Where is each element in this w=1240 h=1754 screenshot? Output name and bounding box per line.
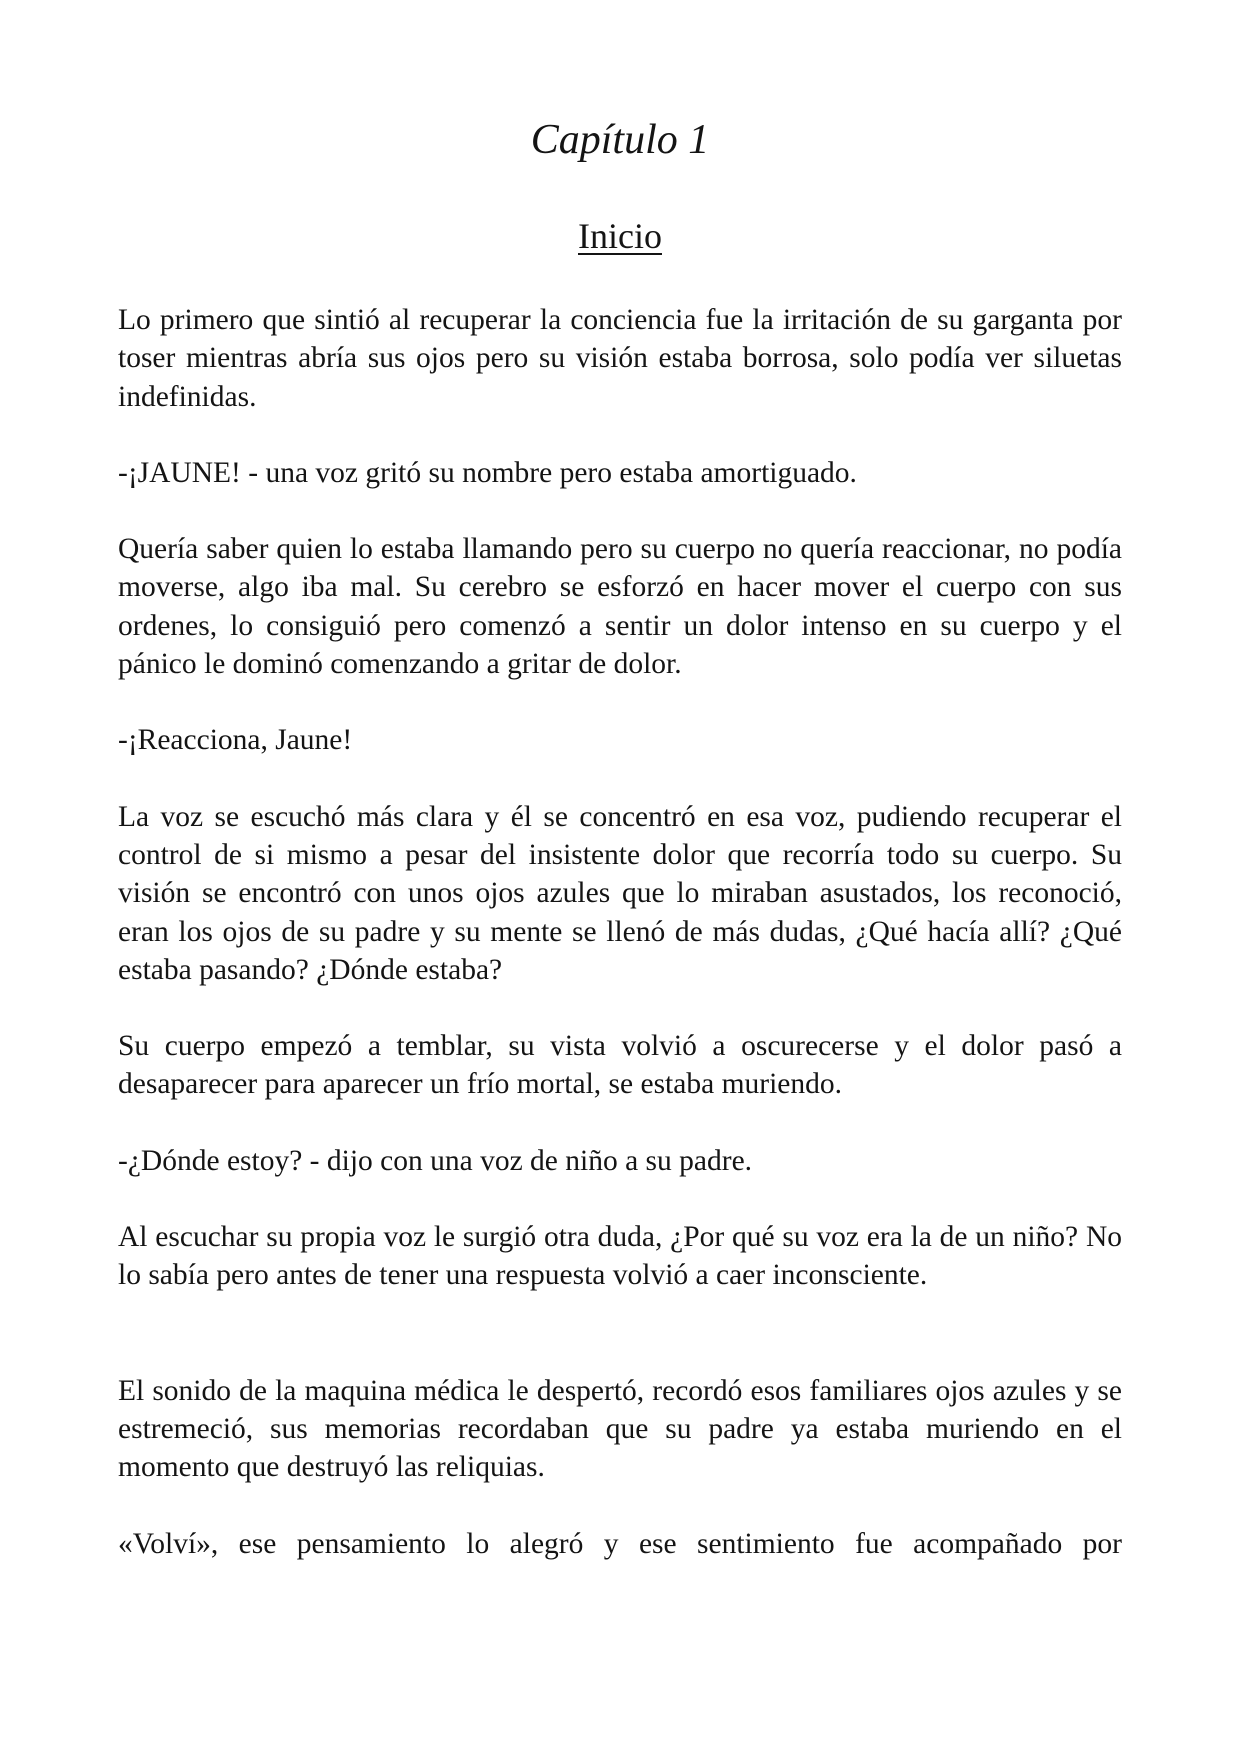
chapter-title: Capítulo 1 [530, 117, 710, 163]
paragraph: La voz se escuchó más clara y él se concentró en esa voz, pudiendo recuperar el control de si mismo a pesar del insistente dolor que recorría todo su cuerpo. Su visión se encontró con unos ojos azules que lo miraban asustados, los reconoció, eran los ojos de su padre y su mente se llenó de más dudas, ¿Qué hacía allí? ¿Qué estaba pasando? ¿Dónde estaba? [118, 800, 1122, 986]
body-text [118, 301, 1122, 1563]
section-title: Inicio [578, 216, 662, 256]
dialogue-line: -¿Dónde estoy? - dijo con una voz de niño a su padre. [118, 1144, 753, 1177]
paragraph: Su cuerpo empezó a temblar, su vista volvió a oscurecerse y el dolor pasó a desaparecer para aparecer un frío mortal, se estaba muriendo. [118, 1030, 1122, 1101]
dialogue-line: -¡JAUNE! - una voz gritó su nombre pero estaba amortiguado. [118, 456, 857, 489]
dialogue-line: -¡Reacciona, Jaune! [118, 724, 353, 757]
paragraph: Lo primero que sintió al recuperar la conciencia fue la irritación de su garganta por toser mientras abría sus ojos pero su visión estaba borrosa, solo podía ver siluetas indefinidas. [118, 304, 1122, 413]
paragraph: El sonido de la maquina médica le despertó, recordó esos familiares ojos azules y se estremeció, sus memorias recordaban que su padre ya estaba muriendo en el momento que destruyó las reliquias. [118, 1374, 1122, 1484]
paragraph: Al escuchar su propia voz le surgió otra duda, ¿Por qué su voz era la de un niño? No lo sabía pero antes de tener una respuesta volvió a caer inconsciente. [118, 1221, 1122, 1292]
paragraph: Quería saber quien lo estaba llamando pero su cuerpo no quería reaccionar, no podía moverse, algo iba mal. Su cerebro se esforzó en hacer mover el cuerpo con sus ordenes, lo consiguió pero comenzó a sentir un dolor intenso en su cuerpo y el pánico le dominó comenzando a gritar de dolor. [118, 533, 1122, 681]
paragraph-continued: «Volví», ese pensamiento lo alegró y ese sentimiento fue acompañado por [118, 1527, 1122, 1560]
